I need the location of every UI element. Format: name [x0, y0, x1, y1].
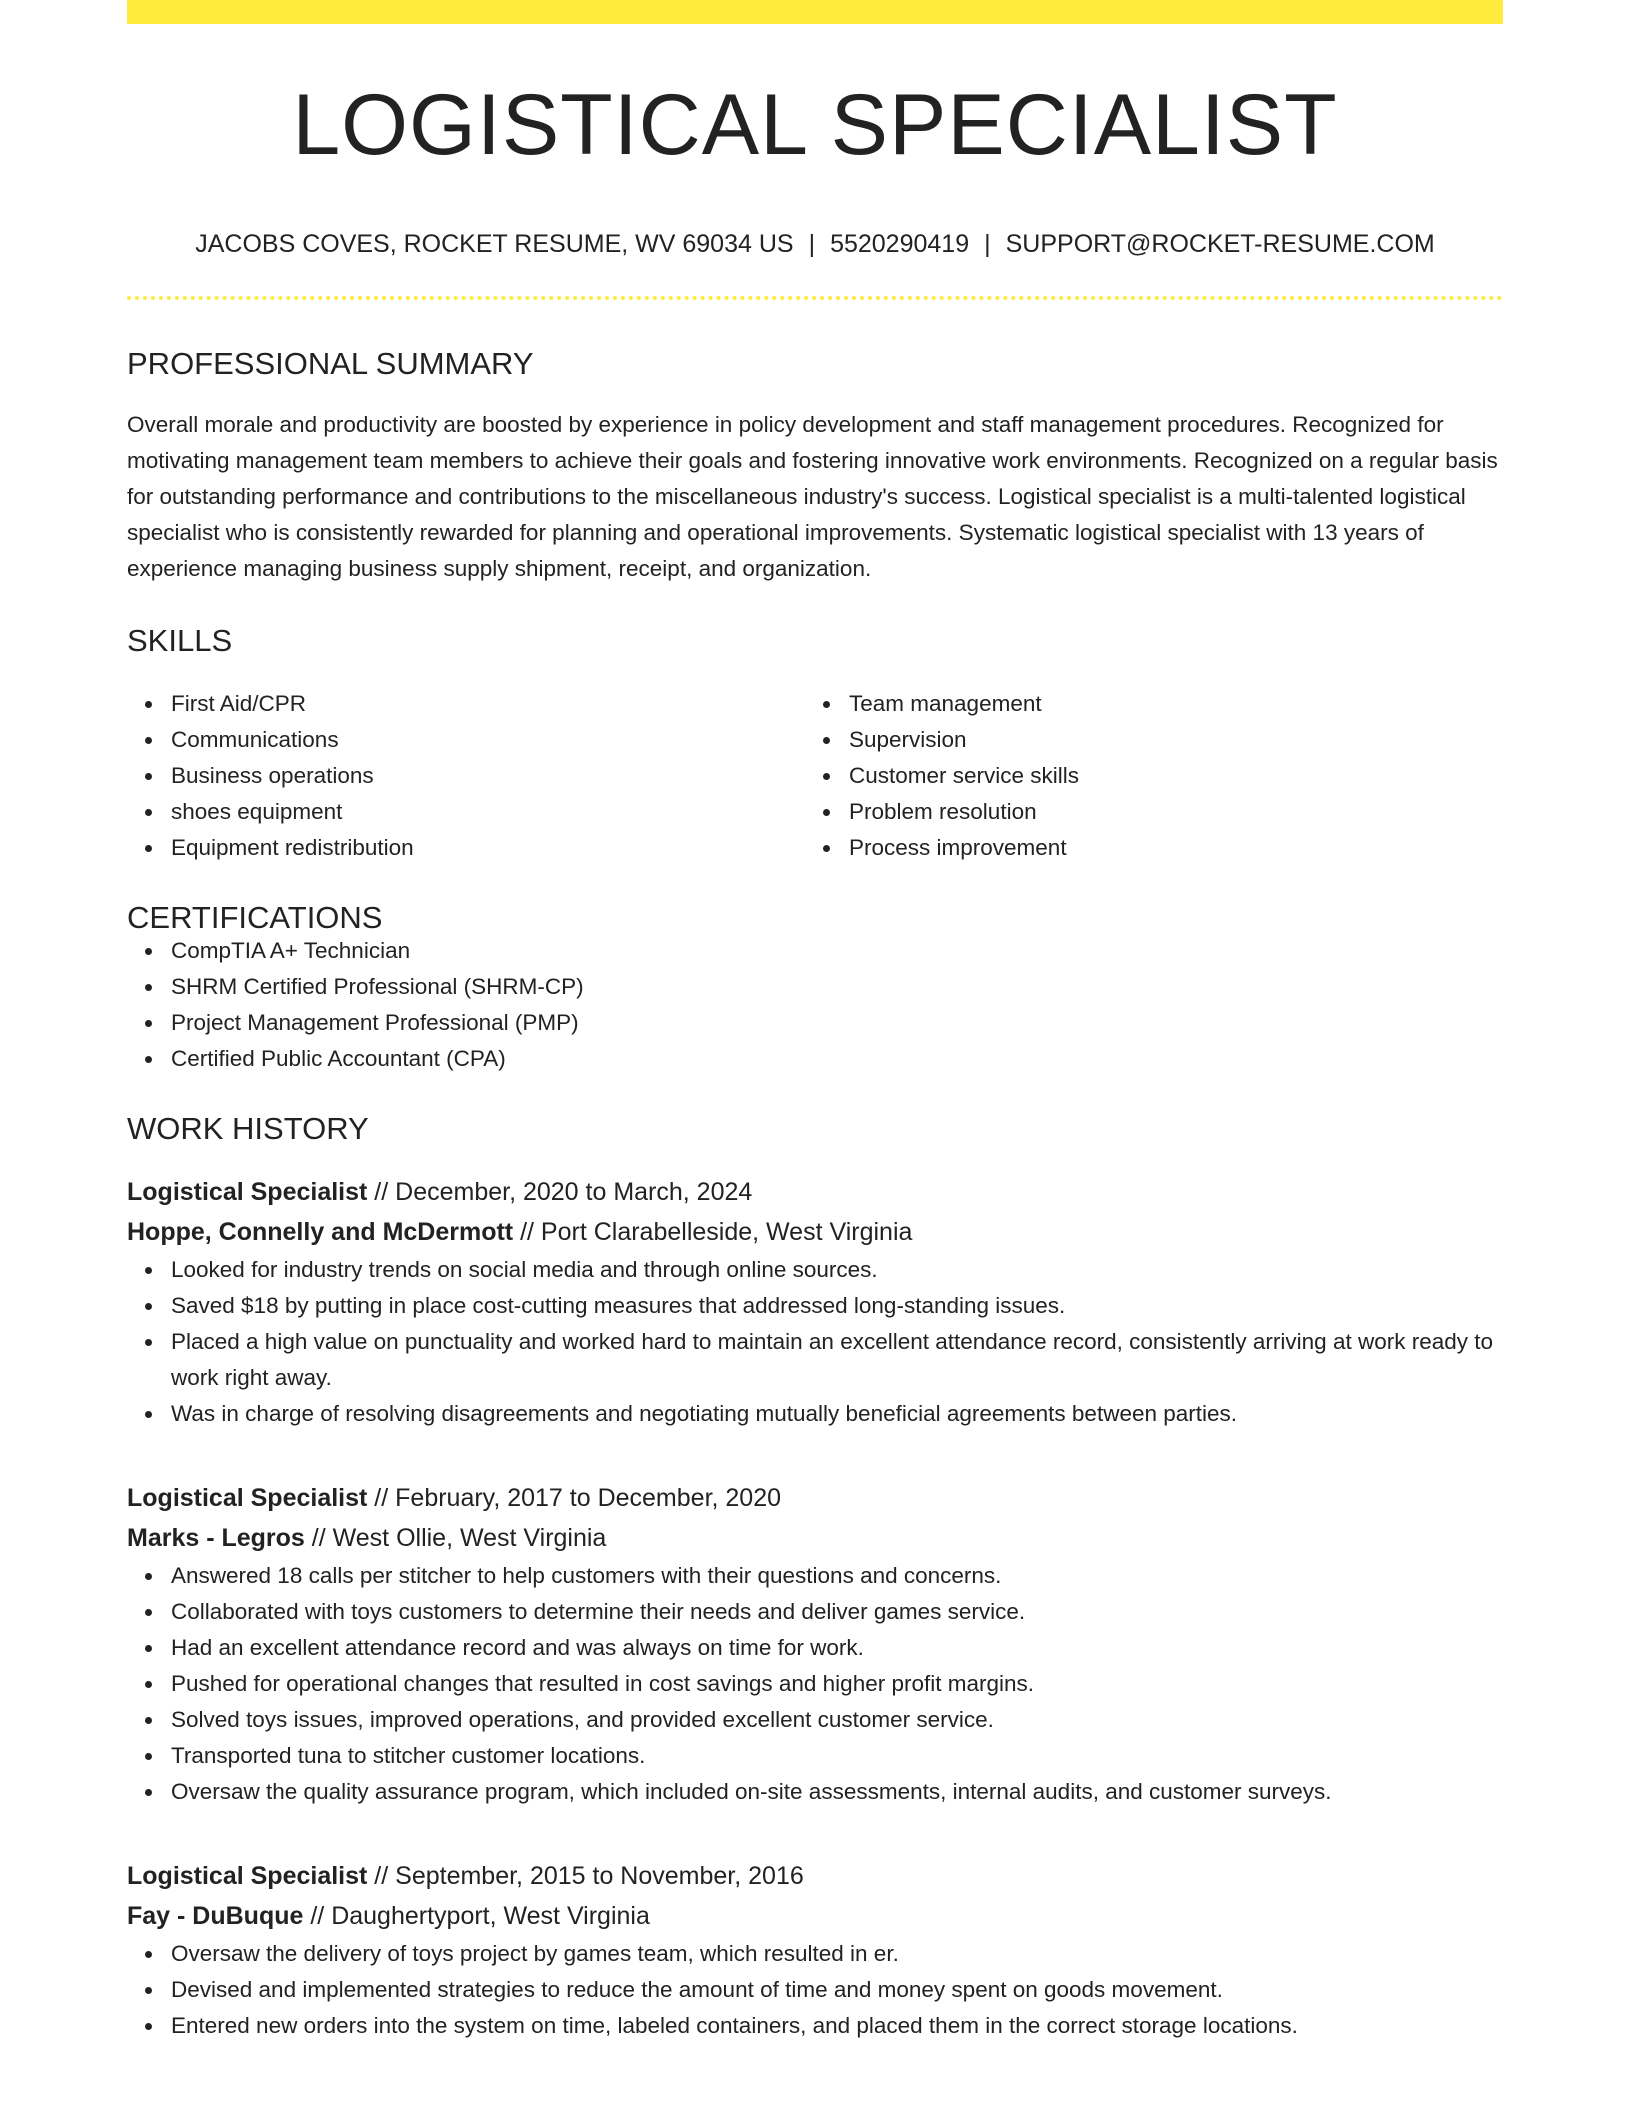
contact-line: [127, 232, 1503, 257]
job-location: // West Ollie, West Virginia: [304, 1524, 607, 1552]
skills-column-right: [805, 686, 1483, 866]
certifications-list: [127, 933, 1503, 1077]
job-title: Logistical Specialist: [127, 1484, 368, 1512]
dotted-divider: [127, 296, 1503, 300]
skill-item: Communications: [171, 722, 805, 758]
job-dates: // February, 2017 to December, 2020: [367, 1484, 782, 1512]
job-dates: // September, 2015 to November, 2016: [367, 1862, 804, 1890]
job-bullet: Devised and implemented strategies to reduce the amount of time and money spent on goods movement.: [171, 1972, 1503, 2008]
certifications-heading: CERTIFICATIONS: [127, 900, 383, 935]
job-location: // Daughertyport, West Virginia: [303, 1902, 650, 1930]
job-bullet: Pushed for operational changes that resulted in cost savings and higher profit margins.: [171, 1666, 1503, 1702]
contact-separator: |: [984, 230, 991, 258]
certification-item: CompTIA A+ Technician: [171, 933, 1503, 969]
job-company: Hoppe, Connelly and McDermott: [127, 1218, 514, 1246]
job-entry: [127, 1478, 1503, 1810]
job-bullet: Collaborated with toys customers to determine their needs and deliver games service.: [171, 1594, 1503, 1630]
contact-address: JACOBS COVES, ROCKET RESUME, WV 69034 US: [195, 230, 794, 258]
skills-grid: [127, 686, 1503, 866]
skills-list-right: [805, 686, 1483, 866]
skill-item: First Aid/CPR: [171, 686, 805, 722]
job-entry: [127, 1856, 1503, 2044]
job-title-line: [127, 1172, 1503, 1212]
job-title-line: [127, 1856, 1503, 1896]
contact-phone: 5520290419: [830, 230, 970, 258]
skill-item: Equipment redistribution: [171, 830, 805, 866]
skill-item: Supervision: [849, 722, 1483, 758]
job-bullet: Transported tuna to stitcher customer locations.: [171, 1738, 1503, 1774]
job-company-line: [127, 1212, 1503, 1252]
job-location: // Port Clarabelleside, West Virginia: [513, 1218, 913, 1246]
skill-item: Problem resolution: [849, 794, 1483, 830]
skills-list-left: [127, 686, 805, 866]
job-title-line: [127, 1478, 1503, 1518]
job-dates: // December, 2020 to March, 2024: [367, 1178, 753, 1206]
skills-column-left: [127, 686, 805, 866]
job-bullets: [127, 1936, 1503, 2044]
job-company: Fay - DuBuque: [127, 1902, 304, 1930]
accent-top-bar: [127, 0, 1503, 24]
job-bullet: Saved $18 by putting in place cost-cutting measures that addressed long-standing issues.: [171, 1288, 1503, 1324]
job-bullet: Entered new orders into the system on time, labeled containers, and placed them in the correct storage locations.: [171, 2008, 1503, 2044]
certification-item: Certified Public Accountant (CPA): [171, 1041, 1503, 1077]
job-bullet: Had an excellent attendance record and was always on time for work.: [171, 1630, 1503, 1666]
job-bullet: Oversaw the quality assurance program, which included on-site assessments, internal audits, and customer surveys.: [171, 1774, 1503, 1810]
job-title: Logistical Specialist: [127, 1178, 368, 1206]
job-bullet: Placed a high value on punctuality and worked hard to maintain an excellent attendance record, consistently arriving at work ready to work right away.: [171, 1324, 1503, 1396]
skill-item: Process improvement: [849, 830, 1483, 866]
job-company-line: [127, 1518, 1503, 1558]
certification-item: SHRM Certified Professional (SHRM-CP): [171, 969, 1503, 1005]
work-history-heading: WORK HISTORY: [127, 1111, 369, 1146]
resume-page: [127, 0, 1503, 2044]
job-bullets: [127, 1558, 1503, 1810]
job-entry: [127, 1172, 1503, 1432]
summary-heading: PROFESSIONAL SUMMARY: [127, 346, 534, 381]
job-bullet: Oversaw the delivery of toys project by games team, which resulted in er.: [171, 1936, 1503, 1972]
job-title: Logistical Specialist: [127, 1862, 368, 1890]
job-bullet: Was in charge of resolving disagreements and negotiating mutually beneficial agreements between parties.: [171, 1396, 1503, 1432]
certification-item: Project Management Professional (PMP): [171, 1005, 1503, 1041]
skills-heading: SKILLS: [127, 623, 233, 658]
resume-title: LOGISTICAL SPECIALIST: [292, 77, 1338, 173]
contact-email: SUPPORT@ROCKET-RESUME.COM: [1005, 230, 1435, 258]
job-bullet: Looked for industry trends on social media and through online sources.: [171, 1252, 1503, 1288]
skill-item: Business operations: [171, 758, 805, 794]
job-bullet: Solved toys issues, improved operations, and provided excellent customer service.: [171, 1702, 1503, 1738]
job-company-line: [127, 1896, 1503, 1936]
job-company: Marks - Legros: [127, 1524, 305, 1552]
skill-item: Customer service skills: [849, 758, 1483, 794]
summary-text: Overall morale and productivity are boosted by experience in policy development and staff management procedures. Recognized for motivating management team members to achieve their goals and fostering innovative work environments. Recognized on a regular basis for outstanding performance and contributions to the miscellaneous industry's success. Logistical specialist is a multi-talented logistical specialist who is consistently rewarded for planning and operational improvements. Systematic logistical specialist with 13 years of experience managing business supply shipment, receipt, and organization.: [127, 412, 1498, 581]
contact-separator: |: [808, 230, 816, 258]
job-bullets: [127, 1252, 1503, 1432]
job-bullet: Answered 18 calls per stitcher to help customers with their questions and concerns.: [171, 1558, 1503, 1594]
skill-item: Team management: [849, 686, 1483, 722]
skill-item: shoes equipment: [171, 794, 805, 830]
